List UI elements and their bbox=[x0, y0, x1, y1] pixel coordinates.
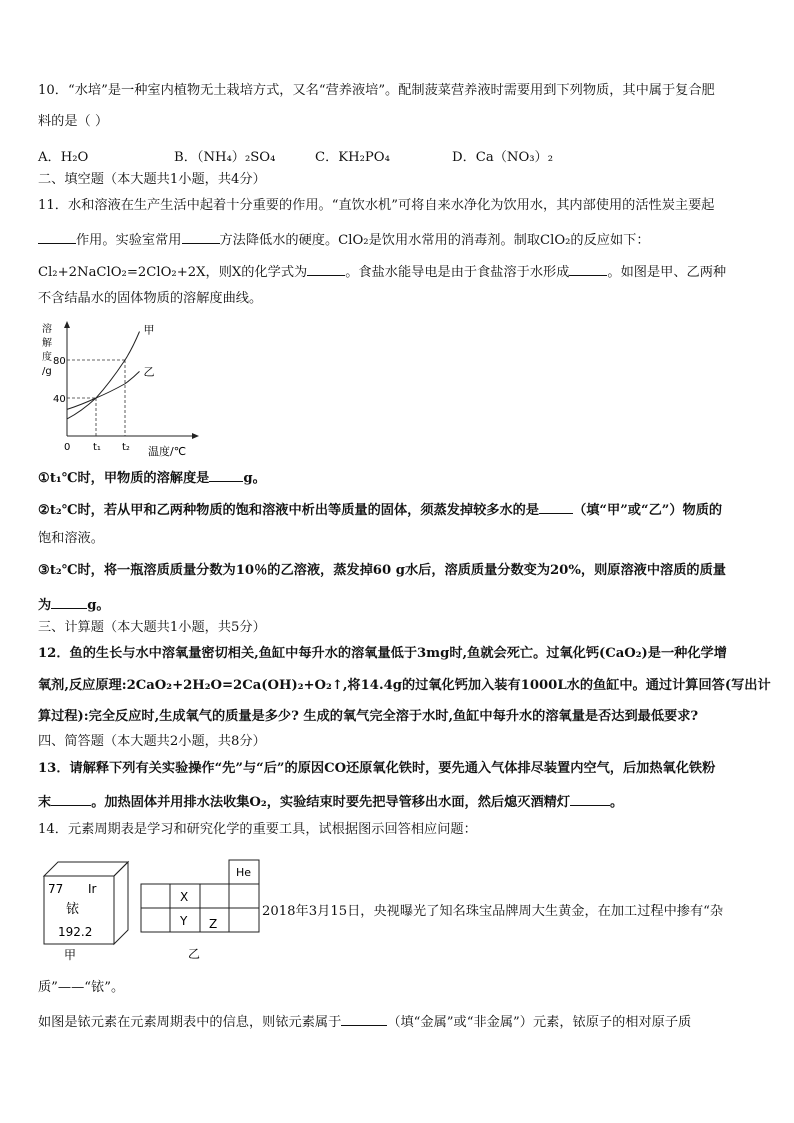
q12-line3: 算过程):完全反应时,生成氧气的质量是多少? 生成的氧气完全溶于水时,鱼缸中每升水的溶氧量是否达到最低要求? bbox=[38, 709, 699, 724]
q11-line1: 11．水和溶液在生产生活中起着十分重要的作用。“直饮水机”可将自来水净化为饮用水，其内部使用的活性炭主要起 bbox=[38, 198, 715, 213]
y-axis-label-char: 度 bbox=[42, 352, 52, 363]
figure-label-jia: 甲 bbox=[64, 948, 77, 962]
element-symbol: Ir bbox=[88, 882, 97, 896]
x-tick-label: 0 bbox=[64, 442, 71, 453]
q11-sub3: ③t₂℃时，将一瓶溶质质量分数为10％的乙溶液，蒸发掉60 g水后，溶质质量分数变为20%，则原溶液中溶质的质量 bbox=[38, 563, 726, 578]
answer-blank[interactable] bbox=[209, 467, 243, 482]
q11-sub1: ①t₁℃时，甲物质的溶解度是 g。 bbox=[38, 467, 266, 488]
cell-x: X bbox=[180, 890, 189, 904]
y-axis-arrow bbox=[64, 321, 70, 328]
x-axis-label: 温度/℃ bbox=[148, 445, 187, 458]
element-name: 铱 bbox=[66, 902, 80, 917]
y-axis-label bbox=[42, 322, 52, 377]
answer-blank[interactable] bbox=[182, 229, 220, 244]
q14-side-text: 2018年3月15日，央视曝光了知名珠宝品牌周大生黄金，在加工过程中掺有“杂 bbox=[262, 904, 724, 919]
answer-blank[interactable] bbox=[38, 229, 76, 244]
q11-sub2: ②t₂℃时，若从甲和乙两种物质的饱和溶液中析出等质量的固体，须蒸发掉较多水的是 （填“甲”或“乙”）物质的 bbox=[38, 499, 722, 520]
series-label: 甲 bbox=[143, 323, 155, 337]
x-tick-label: t₁ bbox=[93, 442, 101, 453]
answer-blank[interactable] bbox=[307, 261, 345, 276]
answer-blank[interactable] bbox=[539, 499, 573, 514]
y-axis-label-char: 溶 bbox=[42, 324, 52, 335]
x-axis-arrow bbox=[192, 433, 199, 439]
q10-option-a: A．H₂O bbox=[38, 150, 89, 165]
periodic-table-fragment bbox=[138, 858, 264, 964]
atomic-number: 77 bbox=[48, 882, 64, 896]
q13-line1: 13．请解释下列有关实验操作“先”与“后”的原因CO还原氧化铁时，要先通入气体排尽装置内空气，后加热氧化铁粉 bbox=[38, 761, 716, 776]
solubility-chart bbox=[36, 318, 206, 460]
q12-line1: 12．鱼的生长与水中溶氧量密切相关,鱼缸中每升水的溶氧量低于3mg时,鱼就会死亡。过氧化钙(CaO₂)是一种化学增 bbox=[38, 646, 727, 661]
q10-line2: 料的是（ ） bbox=[38, 114, 109, 129]
answer-blank[interactable] bbox=[341, 1011, 387, 1026]
q13-line2: 末 。加热固体并用排水法收集O₂，实验结束时要先把导管移出水面，然后熄灭酒精灯 。 bbox=[38, 791, 623, 812]
q11-line2: 作用。实验室常用 方法降低水的硬度。ClO₂是饮用水常用的消毒剂。制取ClO₂的反应如下： bbox=[38, 229, 650, 250]
q12-line2: 氧剂,反应原理:2CaO₂+2H₂O=2Ca(OH)₂+O₂↑,将14.4g的过氧化钙加入装有1000L水的鱼缸中。通过计算回答(写出计 bbox=[38, 678, 771, 693]
y-tick-label: 40 bbox=[53, 394, 66, 405]
q11-line3: Cl₂+2NaClO₂=2ClO₂+2X，则X的化学式为 。食盐水能导电是由于食盐溶于水形成 。如图是甲、乙两种 bbox=[38, 261, 726, 282]
cell-he: He bbox=[236, 866, 252, 879]
answer-blank[interactable] bbox=[570, 791, 610, 806]
q14-line1: 14．元素周期表是学习和研究化学的重要工具，试根据图示回答相应问题： bbox=[38, 822, 477, 837]
figure-label-yi: 乙 bbox=[188, 947, 201, 961]
q10-option-d: D．Ca（NO₃）₂ bbox=[452, 150, 554, 165]
atomic-mass: 192.2 bbox=[58, 925, 93, 939]
section-4-heading: 四、简答题（本大题共2小题，共8分） bbox=[38, 734, 266, 749]
cell-z: Z bbox=[209, 917, 218, 931]
y-tick-label: 80 bbox=[53, 356, 66, 367]
q11-sub3-cont: 为 g。 bbox=[38, 594, 110, 615]
q10-option-c: C．KH₂PO₄ bbox=[315, 150, 390, 165]
answer-blank[interactable] bbox=[51, 594, 87, 609]
answer-blank[interactable] bbox=[569, 261, 607, 276]
y-axis-label-char: /g bbox=[42, 366, 52, 377]
answer-blank[interactable] bbox=[51, 791, 91, 806]
y-axis-label-char: 解 bbox=[42, 338, 52, 349]
q10-line1: 10．“水培”是一种室内植物无土栽培方式，又名“营养液培”。配制菠菜营养液时需要用到下列物质，其中属于复合肥 bbox=[38, 83, 715, 98]
section-2-heading: 二、填空题（本大题共1小题，共4分） bbox=[38, 172, 266, 187]
q14-line2: 质”——“铱”。 bbox=[38, 980, 125, 995]
q14-line3: 如图是铱元素在元素周期表中的信息，则铱元素属于 （填“金属”或“非金属”）元素，铱原子的相对原子质 bbox=[38, 1011, 691, 1032]
x-tick-label: t₂ bbox=[122, 442, 130, 453]
series-label: 乙 bbox=[143, 365, 155, 379]
q11-sub2-cont: 饱和溶液。 bbox=[38, 531, 104, 546]
card-side-face bbox=[114, 862, 128, 944]
element-card-figure bbox=[36, 856, 136, 966]
q10-option-b: B．（NH₄）₂SO₄ bbox=[174, 150, 276, 165]
cell-y: Y bbox=[180, 914, 188, 928]
section-3-heading: 三、计算题（本大题共1小题，共5分） bbox=[38, 620, 266, 635]
q11-line4: 不含结晶水的固体物质的溶解度曲线。 bbox=[38, 291, 263, 306]
